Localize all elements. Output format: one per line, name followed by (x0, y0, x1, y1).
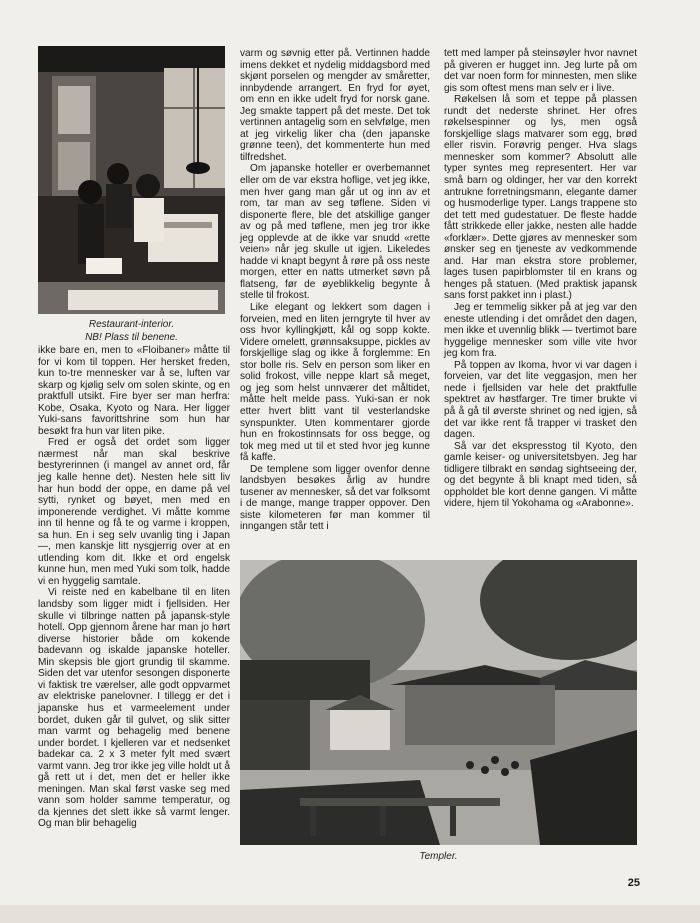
paragraph: På toppen av Ikoma, hvor vi var dagen i forveien, var det lite veggasjon, men her nede i fjellsiden var hele det praktfulle spektret av høstfarger. Tre timer brukte vi på å gå til øverste shrinet og ned igjen, så det var ikke rent få trapper vi trasket den dagen. (444, 359, 637, 441)
temple-photo (240, 560, 637, 845)
paragraph: Så var det ekspresstog til Kyoto, den gamle keiser- og universitetsbyen. Jeg har tidligere tilbrakt en søndag sightseeing der, og det begynte å bli knapt med tiden, så oppholdet ble kort denne gangen. Vi måtte videre, hjem til Yokohama og «Arabonne». (444, 440, 637, 510)
restaurant-photo-illustration (38, 46, 225, 314)
restaurant-caption (38, 318, 225, 344)
paragraph: tett med lamper på steinsøyler hvor navnet på giveren er hugget inn. Jeg lurte på om det var noen form for minnesten, men slike gis som oftest mens man selv er i live. (444, 48, 637, 94)
text-column-2 (240, 48, 430, 533)
text-column-3 (444, 48, 637, 510)
temple-caption: Templer. (419, 851, 458, 862)
page-number: 25 (627, 877, 640, 889)
temple-photo-illustration (240, 560, 637, 845)
restaurant-interior-photo (38, 46, 225, 314)
paragraph: ikke bare en, men to «Floibaner» måtte til for vi kom til toppen. Her hersket freden, kun to-tre mennesker var å se, luften var skarp og kjølig selv om solen skinte, og en praktfull utsikt. Fire byer ser man herfra: Kobe, Osaka, Kyoto og Nara. Her ligger Yuki-sans favorittshrine som hun har besøkt fra hun var liten pike. (38, 345, 230, 437)
paragraph: Om japanske hoteller er overbemannet eller om de var ekstra hoflige, vet jeg ikke, men hver gang man går ut og inn av et rom, tar man av seg tøflene. Siden vi disponerte flere, ble det atskillige ganger av og på med tøflene, men jeg tror ikke jeg opplevde at de ikke var snudd «rette veien» når jeg skulle ut igjen. Likeledes hadde vi knapt begynt å røre på oss neste morgen, etter en natts utmerket søvn på flatseng, før de øyeblikkelig begynte å stelle til frokost. (240, 163, 430, 302)
paragraph: varm og søvnig etter på. Vertinnen hadde imens dekket et nydelig middagsbord med skjønt porselen og mengder av småretter, innbydende arrangert. En fryd for øyet, om enn en ikke udelt fryd for norsk gane. Jeg smakte tappert på det meste. Det tok vertinnen antagelig som en selvfølge, men at jeg virkelig liker cha (den japanske grønne teen), det kommenterte hun med tilfredshet. (240, 48, 430, 163)
paragraph: Vi reiste ned en kabelbane til en liten landsby som ligger midt i fjellsiden. Her skulle vi tilbringe natten på japansk-style hotell. Opp gjennom årene har man jo hørt diverse historier både om kokende badevann og iskalde japanske hoteller. Min skepsis ble gjort grundig til skamme. Siden det var utenfor sesongen disponerte vi faktisk tre værelser, alle godt oppvarmet av elektriske panelovner. I tillegg er det i japanske hus et varmeelement under bordet, duken går til gulvet, og slik sitter man varmt og behagelig med benene under bordet. I kjelleren var et nedsenket badekar ca. 2 x 3 meter fylt med svært varmt vann. Jeg tror ikke jeg ville holdt ut å gå rett ut i det, men det er heller ikke meningen. Man skal først vaske seg med vann som holder samme temperatur, og da kjennes det slett ikke så varmt lenger. Og man blir behagelig (38, 587, 230, 830)
text-column-1 (38, 345, 230, 830)
paragraph: Røkelsen lå som et teppe på plassen rundt det nederste shrinet. Her ofres røkelsespinner og lys, men også forskjellige slags matvarer som egg, brød eller risvin. Forøvrig penger. Hva slags mennesker som kommer? Absolutt alle typer syntes meg representert. Her var små barn og oldinger, her var den korrekt antrukne forretningsmann, elegante damer og husmoderlige typer. Langs trappene sto det tett med gudestatuer. De fleste hadde fått strikkede eller jakke, nesten alle hadde «forklær». Dette gjøres av mennesker som ønsker seg en tjeneste av vedkommende and. Har man ekstra store problemer, lages tusen papirblomster til en krans og henges på statuen. (Med praktisk japansk sans forst pakket inn i plast.) (444, 94, 637, 302)
paragraph: Fred er også det ordet som ligger nærmest når man skal beskrive bestyrerinnen (i mangel av annet ord, får jeg kalle henne det). Nesten hele sitt liv har hun bodd der oppe, en dame på vel sytti, rynket og bøyet, men med en imponerende verdighet. Vi måtte komme inn til henne og få te og varme i kroppen, sa hun. En i seg selv uvanlig ting i Japan —, men kanskje litt nysgjerrig over at en utlending kom dit. Ikke et ord engelsk kunne hun, men med Yuki som tolk, hadde vi en hyggelig samtale. (38, 437, 230, 587)
paragraph: Like elegant og lekkert som dagen i forveien, med en liten jerngryte til hver av oss hvor kyllingkjøtt, kål og sopp kokte. Videre omelett, grønnsaksuppe, pickles av forskjellige slag og ikke å forglemme: En stor bolle ris. Selv en person som liker en solid frokost, ville neppe klart så meget, og jeg som helst unnværer det måltidet, måtte helt melde pass. Yuki-san er nok etter hvert blitt vant til vesterlandske synspunkter. Uten kommentarer gjorde hun en frokostinnsats for oss begge, og tok meg med ut til et sted hvor jeg kunne få kaffe. (240, 302, 431, 464)
paragraph: De templene som ligger ovenfor denne landsbyen besøkes årlig av hundre tusener av mennesker, så det var folksomt i de mange, mange trapper oppover. Den siste kilometeren før man kommer til inngangen står tett i (240, 463, 430, 533)
restaurant-caption-line2: NB! Plass til benene. (85, 332, 178, 343)
page-edge (0, 905, 700, 923)
paragraph: Jeg er temmelig sikker på at jeg var den eneste utlending i det området den dagen, men ikke et uvennlig blikk — tvertimot bare hyggelige mennesker som ville vite hvor jeg kom fra. (444, 302, 637, 360)
restaurant-caption-line1: Restaurant-interior. (88, 319, 175, 330)
